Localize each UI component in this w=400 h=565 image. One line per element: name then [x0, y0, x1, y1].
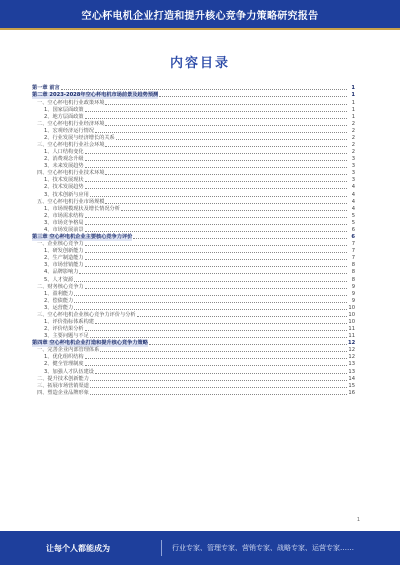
toc-entry[interactable]: [32, 389, 355, 396]
toc-entry[interactable]: [32, 368, 355, 375]
toc-entry-page: 12: [348, 354, 355, 361]
toc-entry-text: 3、未来发展趋势: [44, 163, 84, 170]
toc-entry[interactable]: [32, 99, 355, 106]
table-of-contents: [32, 85, 355, 396]
toc-entry[interactable]: [32, 290, 355, 297]
toc-entry[interactable]: [32, 113, 355, 120]
toc-entry[interactable]: [32, 184, 355, 191]
toc-entry-page: 4: [351, 191, 355, 198]
toc-entry[interactable]: [32, 255, 355, 262]
toc-leader-dots: [90, 380, 347, 381]
toc-entry-text: 3、运营能力: [44, 304, 74, 311]
toc-entry[interactable]: [32, 92, 355, 99]
toc-entry[interactable]: [32, 120, 355, 127]
report-title: 空心杯电机企业打造和提升核心竞争力策略研究报告: [81, 10, 319, 22]
toc-leader-dots: [85, 288, 347, 289]
toc-leader-dots: [149, 344, 347, 345]
toc-entry-text: 二、空心杯电机行业经济环境: [37, 120, 105, 127]
toc-entry-page: 10: [348, 311, 355, 318]
toc-entry-text: 4、市场发展前景: [44, 226, 84, 233]
toc-entry-text: 1、评价指标体系构建: [44, 318, 94, 325]
toc-leader-dots: [85, 224, 347, 225]
toc-entry-page: 9: [351, 290, 355, 297]
toc-entry-text: 一、完善企业内部管理体系: [37, 347, 100, 354]
toc-entry-text: 2、行业发展与经济增长的关系: [44, 134, 115, 141]
toc-entry-page: 7: [351, 255, 355, 262]
toc-entry-page: 1: [351, 106, 355, 113]
toc-entry-page: 2: [351, 127, 355, 134]
toc-entry-page: 3: [351, 170, 355, 177]
toc-entry-text: 2、偿债能力: [44, 297, 74, 304]
toc-entry-text: 第一章 前言: [32, 85, 60, 92]
toc-entry-text: 2、消费观念升级: [44, 156, 84, 163]
toc-leader-dots: [85, 153, 347, 154]
toc-entry[interactable]: [32, 85, 355, 92]
toc-entry-page: 4: [351, 184, 355, 191]
toc-leader-dots: [85, 365, 347, 366]
toc-entry-text: 2、地方层面政策: [44, 113, 84, 120]
toc-entry-text: 三、拓展市场营销渠道: [37, 382, 89, 389]
toc-entry-text: 2、技术发展趋势: [44, 184, 84, 191]
toc-leader-dots: [95, 373, 347, 374]
toc-leader-dots: [85, 181, 347, 182]
toc-entry-page: 1: [351, 85, 355, 92]
toc-entry[interactable]: [32, 382, 355, 389]
toc-entry-page: 6: [351, 234, 355, 241]
toc-entry-text: 1、国家层面政策: [44, 106, 84, 113]
toc-entry[interactable]: [32, 149, 355, 156]
toc-entry[interactable]: [32, 297, 355, 304]
toc-entry-text: 1、市场规模现状及增长情况分析: [44, 205, 120, 212]
toc-entry-page: 8: [351, 269, 355, 276]
toc-leader-dots: [105, 203, 347, 204]
toc-entry-text: 1、技术发展现状: [44, 177, 84, 184]
toc-entry-page: 13: [348, 368, 355, 375]
toc-entry-page: 12: [348, 347, 355, 354]
toc-entry[interactable]: [32, 319, 355, 326]
toc-entry[interactable]: [32, 276, 355, 283]
toc-entry-text: 3、加强人才队伍建设: [44, 368, 94, 375]
toc-leader-dots: [105, 104, 347, 105]
toc-entry-text: 2、评价结果分析: [44, 326, 84, 333]
toc-entry-page: 13: [348, 361, 355, 368]
toc-entry[interactable]: [32, 177, 355, 184]
toc-leader-dots: [74, 295, 347, 296]
toc-entry[interactable]: [32, 262, 355, 269]
toc-leader-dots: [85, 358, 347, 359]
toc-entry[interactable]: [32, 354, 355, 361]
toc-heading: 内容目录: [169, 56, 230, 71]
toc-entry-page: 6: [351, 226, 355, 233]
toc-entry-text: 3、主要问题与不足: [44, 333, 89, 340]
toc-leader-dots: [85, 167, 347, 168]
toc-entry-text: 5、人才资源: [44, 276, 74, 283]
toc-leader-dots: [85, 160, 347, 161]
toc-entry-page: 3: [351, 177, 355, 184]
toc-entry[interactable]: [32, 227, 355, 234]
toc-entry[interactable]: [32, 205, 355, 212]
toc-leader-dots: [90, 387, 347, 388]
toc-entry-page: 5: [351, 219, 355, 226]
toc-entry[interactable]: [32, 361, 355, 368]
toc-entry[interactable]: [32, 312, 355, 319]
toc-entry-text: 四、空心杯电机行业技术环境: [37, 170, 105, 177]
toc-leader-dots: [85, 217, 347, 218]
toc-leader-dots: [133, 238, 347, 239]
toc-leader-dots: [105, 174, 347, 175]
toc-entry-text: 2、健全管理制度: [44, 361, 84, 368]
toc-entry-text: 第三章 空心杯电机企业主要核心竞争力评价: [32, 234, 133, 241]
toc-leader-dots: [85, 330, 347, 331]
toc-entry-page: 16: [348, 389, 355, 396]
toc-entry-text: 第四章 空心杯电机企业打造和提升核心竞争力策略: [32, 340, 148, 347]
toc-leader-dots: [85, 266, 347, 267]
toc-leader-dots: [95, 132, 347, 133]
toc-entry[interactable]: [32, 340, 355, 347]
toc-leader-dots: [61, 89, 347, 90]
toc-entry-text: 四、塑造企业品牌形象: [37, 389, 89, 396]
toc-entry-page: 3: [351, 156, 355, 163]
toc-entry-page: 4: [351, 198, 355, 205]
toc-entry-page: 1: [351, 92, 355, 99]
toc-entry-page: 5: [351, 212, 355, 219]
toc-entry-text: 二、提升技术创新能力: [37, 375, 89, 382]
toc-leader-dots: [105, 125, 347, 126]
toc-entry-text: 一、空心杯电机行业政策环境: [37, 99, 105, 106]
toc-entry-text: 3、市场竞争格局: [44, 219, 84, 226]
toc-entry-page: 10: [348, 318, 355, 325]
toc-entry-text: 1、宏观经济运行情况: [44, 127, 94, 134]
toc-entry[interactable]: [32, 106, 355, 113]
toc-entry-text: 3、技术创新与应用: [44, 191, 89, 198]
toc-leader-dots: [121, 210, 347, 211]
toc-entry[interactable]: [32, 283, 355, 290]
toc-entry[interactable]: [32, 375, 355, 382]
toc-entry-page: 15: [348, 382, 355, 389]
toc-entry[interactable]: [32, 191, 355, 198]
toc-leader-dots: [85, 118, 347, 119]
toc-entry-page: 2: [351, 120, 355, 127]
toc-entry-text: 三、空心杯电机企业核心竞争力评价与分析: [37, 311, 136, 318]
toc-entry-page: 3: [351, 163, 355, 170]
toc-entry[interactable]: [32, 234, 355, 241]
toc-leader-dots: [85, 252, 347, 253]
toc-entry[interactable]: [32, 248, 355, 255]
toc-leader-dots: [85, 111, 347, 112]
toc-entry[interactable]: [32, 269, 355, 276]
footer-tagline: 行业专家、管理专家、营销专家、战略专家、运营专家……: [172, 544, 354, 552]
footer-divider: [161, 540, 162, 556]
toc-entry-page: 2: [351, 134, 355, 141]
toc-entry[interactable]: [32, 170, 355, 177]
toc-entry-text: 2、市场需求结构: [44, 212, 84, 219]
toc-leader-dots: [74, 281, 347, 282]
toc-entry[interactable]: [32, 219, 355, 226]
toc-entry-text: 五、空心杯电机行业市场规模: [37, 198, 105, 205]
toc-entry-text: 3、市场营销能力: [44, 262, 84, 269]
toc-entry-page: 11: [348, 326, 355, 333]
toc-entry-text: 第二章 2023-2028年空心杯电机市场前景及趋势预测: [32, 92, 159, 99]
toc-leader-dots: [100, 351, 347, 352]
toc-entry-page: 12: [348, 340, 356, 347]
footer-slogan: 让每个人都能成为: [46, 543, 110, 553]
toc-entry-page: 14: [348, 375, 355, 382]
toc-entry-text: 1、盈利能力: [44, 290, 74, 297]
toc-entry[interactable]: [32, 241, 355, 248]
toc-entry[interactable]: [32, 326, 355, 333]
toc-entry-page: 7: [351, 241, 355, 248]
toc-entry-text: 4、品牌影响力: [44, 269, 79, 276]
toc-entry-page: 2: [351, 149, 355, 156]
toc-entry[interactable]: [32, 198, 355, 205]
toc-entry-page: 8: [351, 276, 355, 283]
header-divider: [0, 28, 400, 30]
toc-entry[interactable]: [32, 333, 355, 340]
toc-entry-page: 1: [351, 99, 355, 106]
toc-entry-page: 2: [351, 142, 355, 149]
toc-leader-dots: [90, 394, 347, 395]
toc-leader-dots: [79, 273, 347, 274]
toc-entry-page: 11: [348, 333, 355, 340]
toc-leader-dots: [85, 188, 347, 189]
toc-leader-dots: [85, 259, 347, 260]
toc-entry-page: 10: [348, 304, 355, 311]
toc-leader-dots: [85, 231, 347, 232]
toc-entry[interactable]: [32, 347, 355, 354]
toc-entry-text: 一、企业核心竞争力: [37, 241, 84, 248]
toc-entry-text: 2、生产制造能力: [44, 255, 84, 262]
toc-entry-text: 三、空心杯电机行业社会环境: [37, 142, 105, 149]
toc-leader-dots: [85, 245, 347, 246]
toc-entry[interactable]: [32, 156, 355, 163]
header-banner: [0, 0, 400, 28]
toc-leader-dots: [90, 196, 347, 197]
toc-entry-page: 8: [351, 262, 355, 269]
toc-entry-page: 1: [351, 113, 355, 120]
toc-leader-dots: [116, 139, 347, 140]
toc-leader-dots: [159, 96, 347, 97]
footer-banner: [0, 531, 400, 565]
toc-entry[interactable]: [32, 304, 355, 311]
toc-entry-text: 1、优化组织结构: [44, 354, 84, 361]
toc-entry[interactable]: [32, 142, 355, 149]
page-number: 1: [356, 517, 360, 523]
toc-entry-page: 7: [351, 248, 355, 255]
toc-leader-dots: [105, 146, 347, 147]
toc-leader-dots: [95, 323, 347, 324]
toc-entry[interactable]: [32, 135, 355, 142]
toc-leader-dots: [90, 337, 347, 338]
toc-entry[interactable]: [32, 127, 355, 134]
toc-entry-page: 9: [351, 283, 355, 290]
toc-entry[interactable]: [32, 163, 355, 170]
toc-entry-text: 1、人口结构变化: [44, 149, 84, 156]
toc-entry-text: 1、研发创新能力: [44, 248, 84, 255]
toc-leader-dots: [74, 302, 347, 303]
toc-entry[interactable]: [32, 212, 355, 219]
toc-leader-dots: [74, 309, 347, 310]
toc-entry-page: 9: [351, 297, 355, 304]
toc-entry-page: 4: [351, 205, 355, 212]
toc-leader-dots: [137, 316, 347, 317]
toc-entry-text: 二、财务核心竞争力: [37, 283, 84, 290]
